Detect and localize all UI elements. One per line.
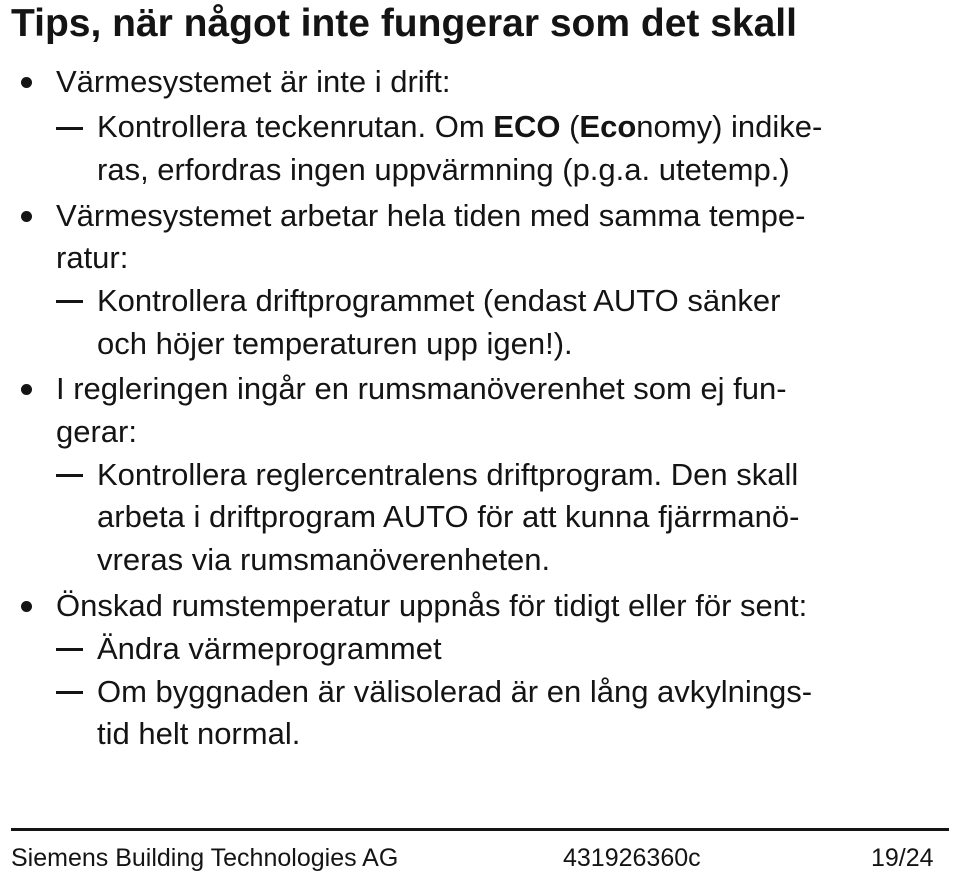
sub-item-text: och höjer temperaturen upp igen!).	[97, 326, 573, 361]
sub-item-text: ras, erfordras ingen uppvärmning (p.g.a. utetemp.)	[97, 152, 790, 187]
bullet-icon	[21, 384, 32, 395]
dash-icon	[56, 127, 83, 130]
footer-doc-number: 431926360c	[563, 844, 701, 872]
sub-item-text: tid helt normal.	[97, 716, 301, 751]
sub-item-text: Kontrollera teckenrutan. Om ECO (Economy) indike-	[97, 109, 823, 144]
bullet-text: Önskad rumstemperatur uppnås för tidigt eller för sent:	[56, 588, 808, 623]
page-title: Tips, när något inte fungerar som det skall	[11, 2, 797, 45]
sub-item-text: Om byggnaden är välisolerad är en lång avkylnings-	[97, 674, 813, 709]
dash-icon	[56, 691, 83, 694]
bullet-text: I regleringen ingår en rumsmanöverenhet som ej fun-	[56, 371, 787, 406]
dash-icon	[56, 648, 83, 651]
bullet-text: Värmesystemet arbetar hela tiden med samma tempe-	[56, 198, 806, 233]
bullet-text: ratur:	[56, 240, 129, 275]
footer-divider	[11, 828, 949, 831]
bullet-text: Värmesystemet är inte i drift:	[56, 64, 451, 99]
footer-company: Siemens Building Technologies AG	[11, 844, 399, 872]
bullet-text: gerar:	[56, 414, 137, 449]
footer-page-number: 19/24	[871, 844, 934, 872]
dash-icon	[56, 474, 83, 477]
sub-item-text: Kontrollera driftprogrammet (endast AUTO sänker	[97, 283, 781, 318]
bullet-icon	[21, 77, 32, 88]
sub-item-text: Kontrollera reglercentralens driftprogram. Den skall	[97, 457, 799, 492]
bullet-icon	[21, 601, 32, 612]
sub-item-text: arbeta i driftprogram AUTO för att kunna fjärrmanö-	[97, 499, 800, 534]
sub-item-text: Ändra värmeprogrammet	[97, 631, 442, 666]
bullet-icon	[21, 211, 32, 222]
sub-item-text: vreras via rumsmanöverenheten.	[97, 542, 551, 577]
dash-icon	[56, 300, 83, 303]
